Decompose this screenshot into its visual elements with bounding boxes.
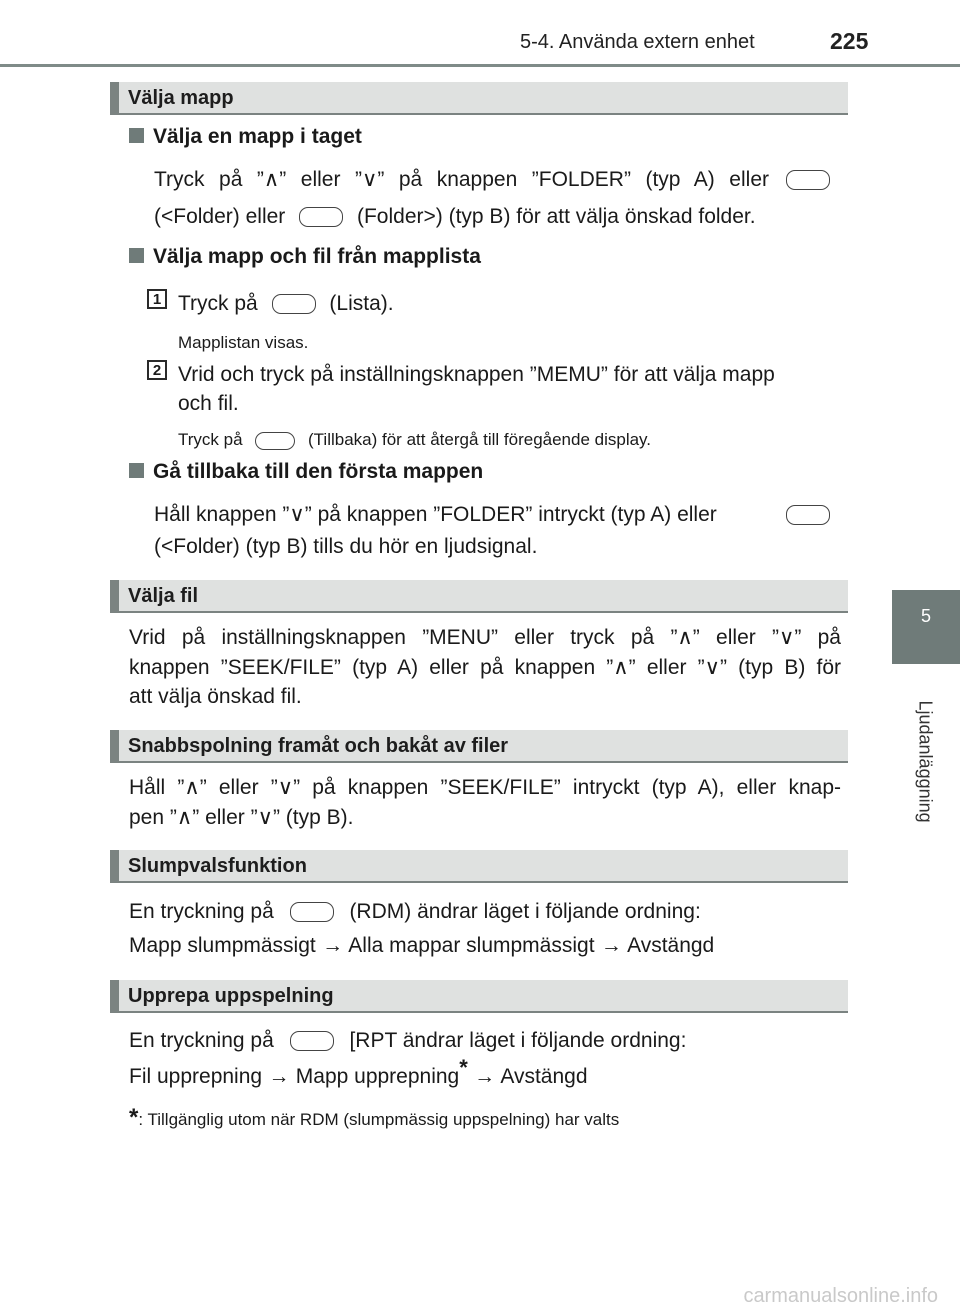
step-1-text: Tryck på (Lista). [178,292,394,315]
arrow-right-icon: → [474,1065,496,1088]
folder-down-button-icon [786,505,830,525]
arrow-right-icon: → [322,934,344,957]
paragraph-line: knappen ”SEEK/FILE” (typ A) eller på knappen ”∧” eller ”∨” (typ B) för [129,656,841,679]
back-button-icon [255,432,295,450]
paragraph-line: pen ”∧” eller ”∨” (typ B). [129,806,354,829]
section-heading-upprepa [110,980,848,1013]
paragraph-line: Vrid på inställningsknappen ”MENU” eller tryck på ”∧” eller ”∨” på [129,626,841,649]
section-heading-valja-mapp [110,82,848,115]
subheading-mapplista: Välja mapp och fil från mapplista [129,245,481,269]
paragraph-line: (<Folder) eller (Folder>) (typ B) för att välja önskad folder. [154,205,756,228]
square-bullet-icon [129,248,144,263]
step-2-note: Tryck på (Tillbaka) för att återgå till föregående display. [178,430,652,449]
folder-up-button-icon [786,170,830,190]
arrow-right-icon: → [600,934,622,957]
subheading-valja-en-mapp: Välja en mapp i taget [129,125,362,149]
folder-button-icon [299,207,343,227]
section-heading-text: Välja mapp [128,87,234,109]
chapter-side-label: Ljudanläggning [915,700,936,823]
step-number-1: 1 [147,289,167,309]
page-number: 225 [830,28,869,54]
section-heading-slumpval [110,850,848,883]
paragraph-line: att välja önskad fil. [129,685,302,708]
section-heading-valja-fil [110,580,848,613]
paragraph-line: En tryckning på [RPT ändrar läget i följande ordning: [129,1029,687,1052]
paragraph-line: Håll ”∧” eller ”∨” på knappen ”SEEK/FILE” intryckt (typ A), eller knap- [129,776,841,799]
subheading-forsta-mappen: Gå tillbaka till den första mappen [129,460,483,484]
paragraph-line: Håll knappen ”∨” på knappen ”FOLDER” intryckt (typ A) eller [154,503,717,526]
mode-sequence-rdm: Mapp slumpmässigt → Alla mappar slumpmässigt → Avstängd [129,934,715,957]
square-bullet-icon [129,128,144,143]
section-heading-text: Välja fil [128,585,199,607]
chapter-side-tab [892,590,960,664]
list-button-icon [272,294,316,314]
step-2-text-line2: och fil. [178,392,239,415]
paragraph-line: En tryckning på (RDM) ändrar läget i följande ordning: [129,900,701,923]
footnote-asterisk: * [459,1055,468,1080]
square-bullet-icon [129,463,144,478]
step-2-text-line1: Vrid och tryck på inställningsknappen ”MEMU” för att välja mapp [178,363,775,386]
arrow-right-icon: → [268,1065,290,1088]
paragraph-line: Tryck på ”∧” eller ”∨” på knappen ”FOLDER” (typ A) eller [154,168,769,191]
watermark: carmanualsonline.info [743,1285,938,1307]
mode-sequence-rpt: Fil upprepning → Mapp upprepning* → Avstängd [129,1055,588,1088]
section-heading-text: Slumpvalsfunktion [128,855,307,877]
footnote: *: Tillgänglig utom när RDM (slumpmässig uppspelning) har valts [129,1104,620,1131]
rpt-button-icon [290,1031,334,1051]
section-heading-text: Upprepa uppspelning [128,985,334,1007]
header-divider [0,64,960,67]
step-number-2: 2 [147,360,167,380]
paragraph-line: (<Folder) (typ B) tills du hör en ljudsignal. [154,535,538,558]
section-heading-snabbspolning [110,730,848,763]
footnote-mark: * [129,1104,139,1131]
chapter-title: 5-4. Använda extern enhet [520,31,755,53]
section-heading-text: Snabbspolning framåt och bakåt av filer [128,735,509,757]
rdm-button-icon [290,902,334,922]
chapter-side-tab-number: 5 [920,606,931,626]
step-1-note: Mapplistan visas. [178,333,309,352]
